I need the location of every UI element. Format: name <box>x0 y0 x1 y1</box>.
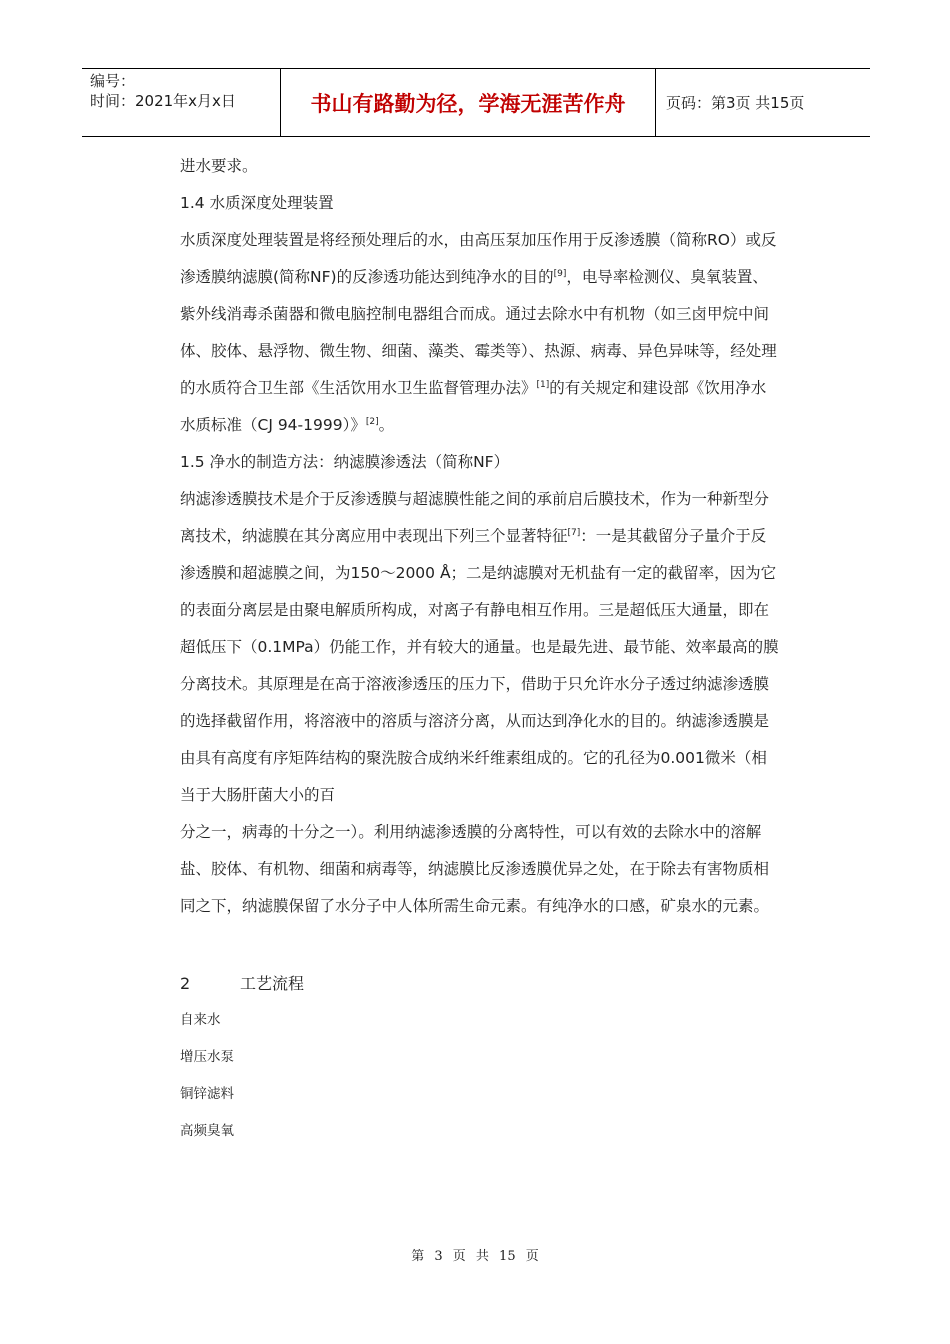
page-footer: 第 3 页 共 15 页 <box>411 1249 539 1264</box>
section-1-4-title: 1.4 水质深度处理装置 <box>180 194 334 212</box>
text-run: ，电导率检测仪、臭氧装置、紫外线消毒杀菌器和微电脑控制电器组合而成。通过去除水中有机物（如三卤甲烷中间体、胶体、悬浮物、微生物、细菌、藻类、霉类等）、热源、病毒、异色异味等，经处理的水质符合卫生部《生活饮用水卫生监督管理办法》 <box>180 268 777 397</box>
section-2-title: 工艺流程 <box>240 974 305 993</box>
text-run: 。 <box>378 416 395 434</box>
date-line: 时间：2021年x月x日 <box>90 92 236 110</box>
header-meta <box>82 69 281 136</box>
process-flow-list <box>180 1002 780 1150</box>
section-1-5-paragraph-cont: 分之一，病毒的十分之一）。利用纳滤渗透膜的分离特性，可以有效的去除水中的溶解盐、胶体、有机物、细菌和病毒等，纳滤膜比反渗透膜优异之处，在于除去有害物质相同之下，纳滤膜保留了水分子中人体所需生命元素。有纯净水的口感，矿泉水的元素。 <box>180 823 770 915</box>
flow-step: 铜锌滤料 <box>180 1086 234 1102</box>
text-run: ：一是其截留分子量介于反渗透膜和超滤膜之间，为150～2000 Å；二是纳滤膜对无机盐有一定的截留率，因为它的表面分离层是由聚电解质所构成，对离子有静电相互作用。三是超低压大通量，即在超低压下（0.1MPa）仍能工作，并有较大的通量。也是最先进、最节能、效率最高的膜分离技术。其原理是在高于溶液渗透压的压力下，借助于只允许水分子透过纳滤渗透膜的选择截留作用，将溶液中的溶质与溶济分离，从而达到净化水的目的。纳滤渗透膜是由具有高度有序矩阵结构的聚洗胺合成纳米纤维素组成的。它的孔径为0.001微米（相当于大肠肝菌大小的百 <box>180 527 779 804</box>
text-run: 纳滤渗透膜技术是介于反渗透膜与超滤膜性能之间的承前启后膜技术，作为一种新型分离技术，纳滤膜在其分离应用中表现出下列三个显著特征 <box>180 490 770 545</box>
text-run: 水质深度处理装置是将经预处理后的水，由高压泵加压作用于反渗透膜（简称RO）或反渗透膜纳滤膜(简称NF)的反渗透功能达到纯净水的目的 <box>180 231 777 286</box>
page-header <box>82 68 870 137</box>
serial-label: 编号： <box>90 72 136 90</box>
section-2-number: 2 <box>180 974 191 993</box>
text-run: 的有关规定和建设部《饮用净水水质标准（CJ 94-1999）》 <box>180 379 767 434</box>
spacer <box>180 925 780 965</box>
citation-9: [9] <box>553 268 567 279</box>
citation-2: [2] <box>365 416 379 427</box>
section-1-5-paragraph <box>180 481 780 814</box>
section-2-heading <box>180 965 780 1002</box>
section-1-4-paragraph <box>180 222 780 444</box>
document-body <box>180 148 780 1150</box>
flow-step: 增压水泵 <box>180 1049 234 1065</box>
header-page-info: 页码：第3页 共15页 <box>666 94 805 112</box>
paragraph-intro: 进水要求。 <box>180 157 258 175</box>
section-1-5-title: 1.5 净水的制造方法：纳滤膜渗透法（简称NF） <box>180 453 510 471</box>
citation-7: [7] <box>567 527 581 538</box>
flow-step: 自来水 <box>180 1012 221 1028</box>
flow-step: 高频臭氧 <box>180 1123 234 1139</box>
header-motto: 书山有路勤为径，学海无涯苦作舟 <box>281 69 656 136</box>
citation-1: [1] <box>536 379 550 390</box>
